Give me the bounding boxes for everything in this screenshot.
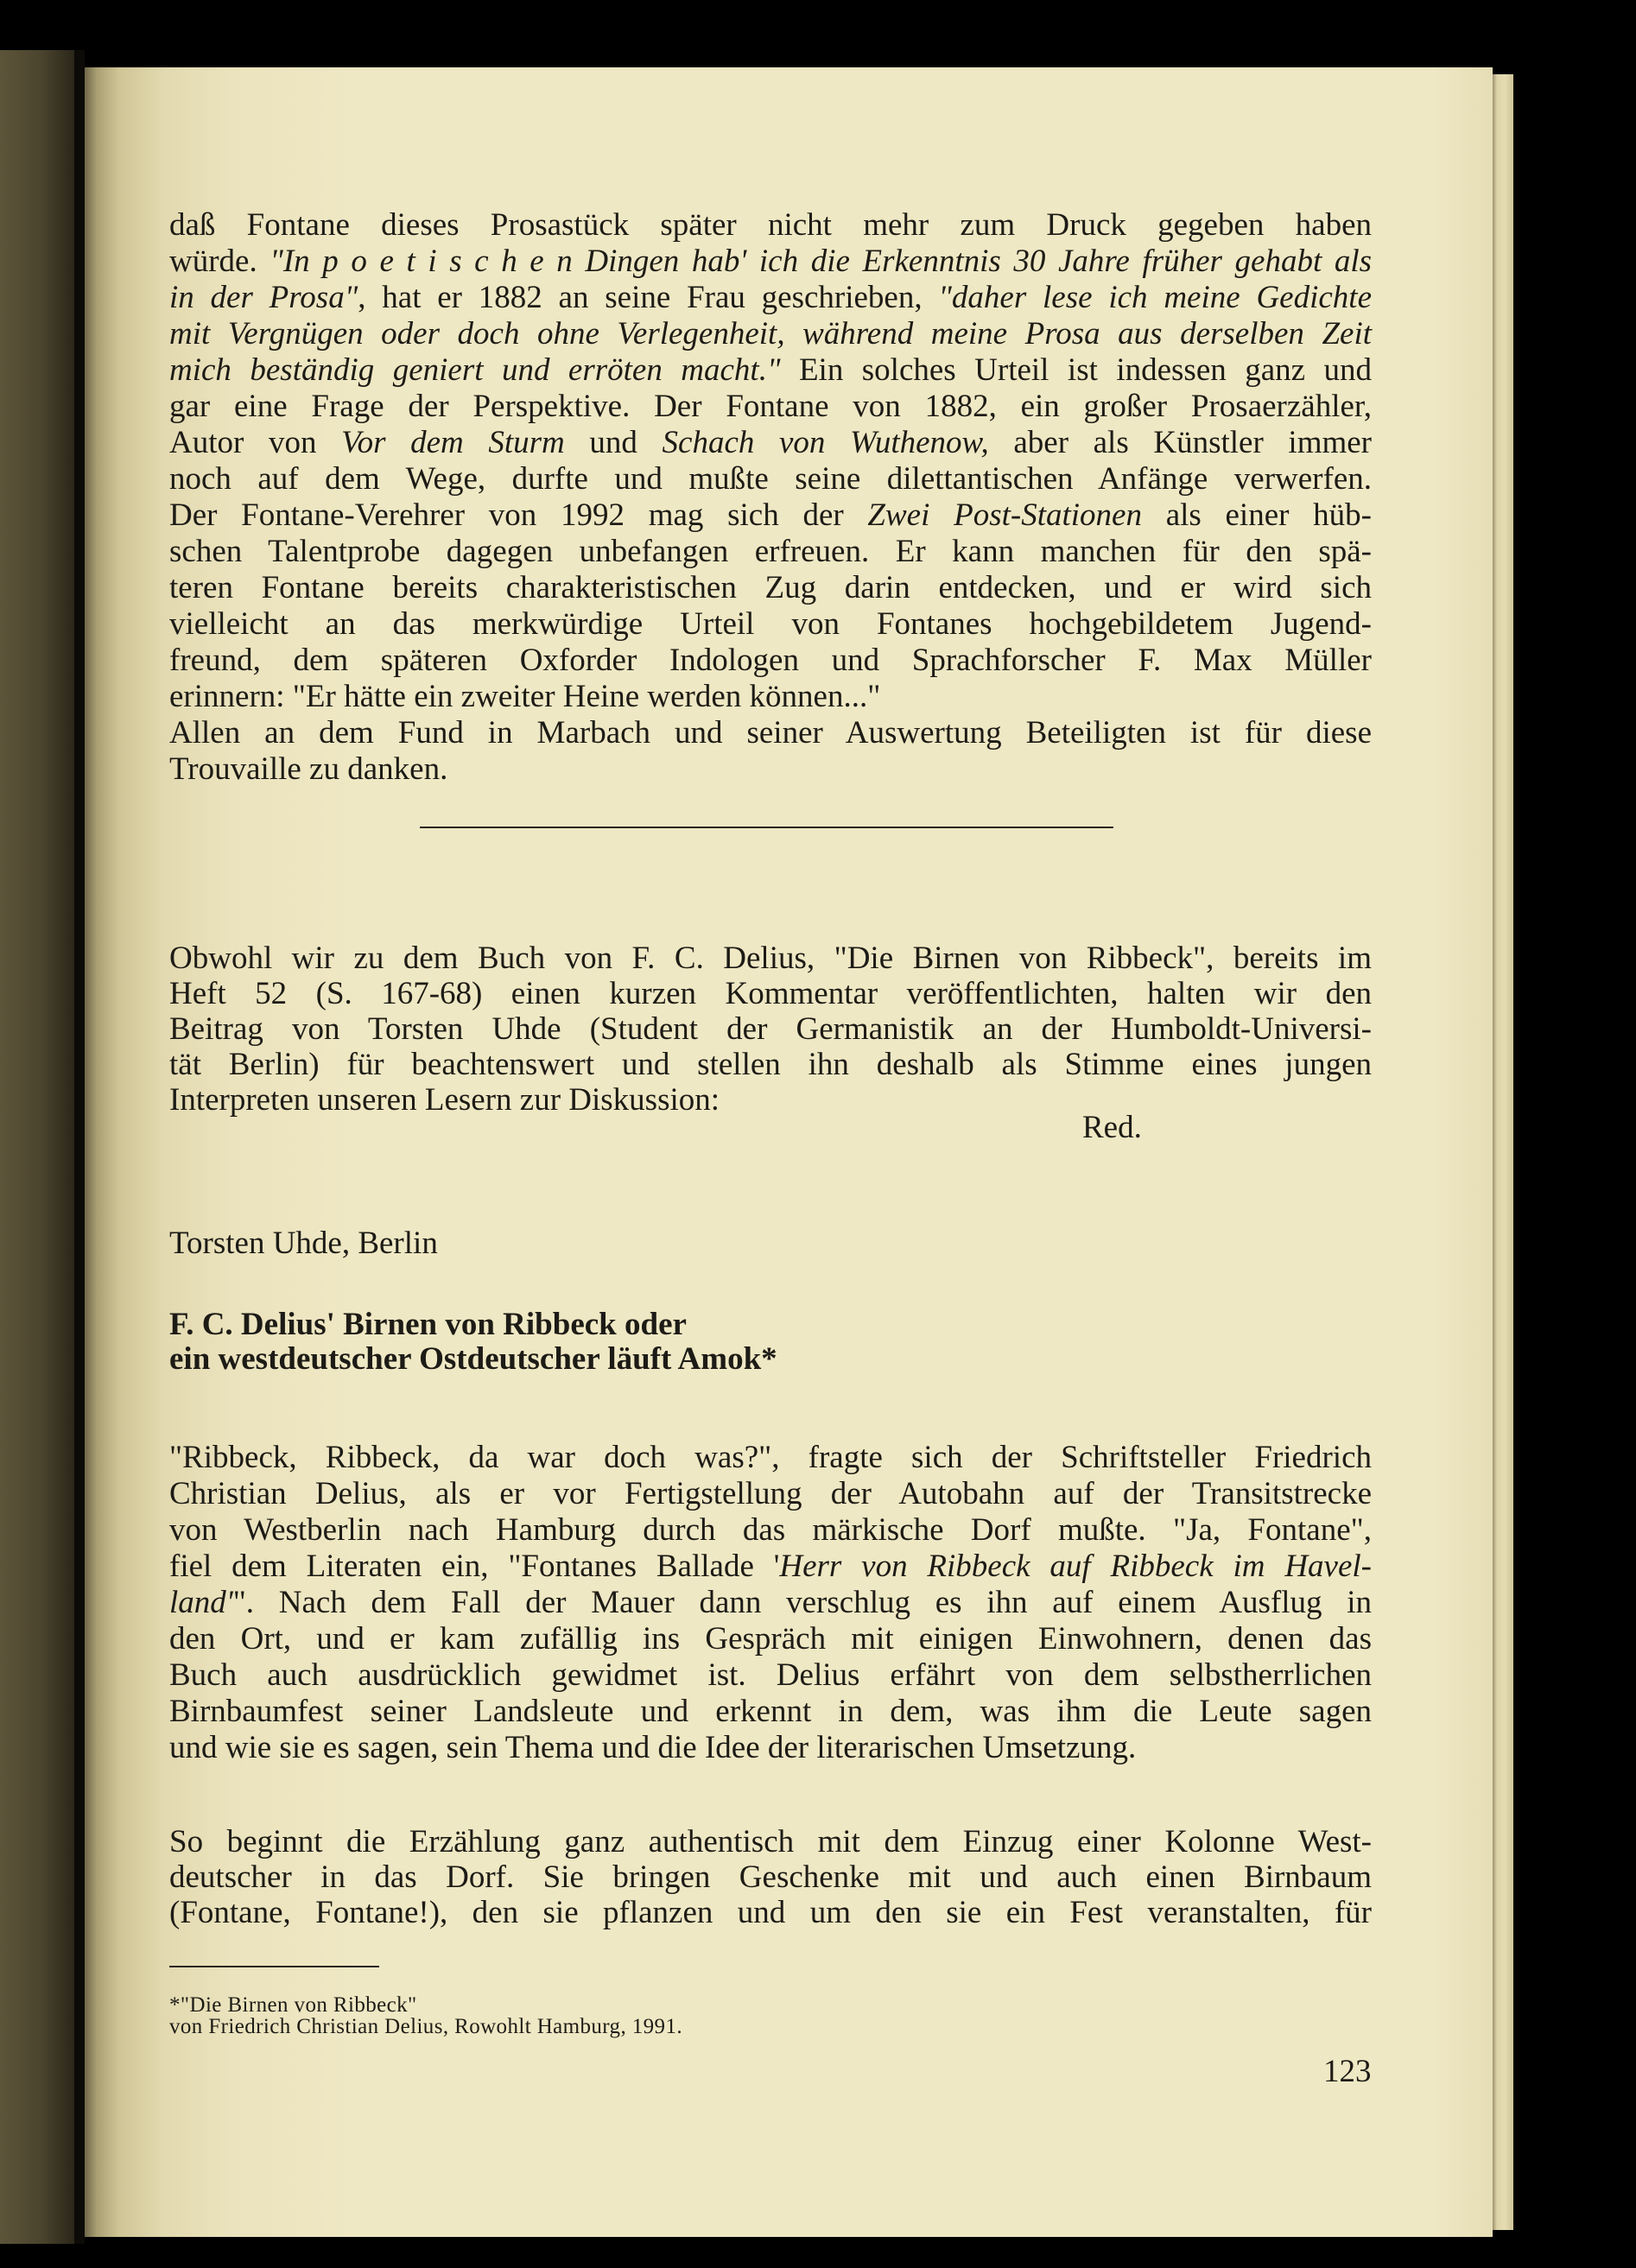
text-line — [169, 570, 1372, 606]
article-title-line: F. C. Delius' Birnen von Ribbeck oder — [169, 1307, 687, 1342]
text-segment: schen Talentprobe dagegen unbefangen erfreuen. Er kann manchen für den spä- — [169, 534, 1372, 569]
article-paragraph — [169, 715, 1372, 788]
footnote-line: *"Die Birnen von Ribbeck" — [169, 1993, 417, 2017]
text-segment: und — [564, 425, 663, 460]
text-segment: Der Fontane-Verehrer von 1992 mag sich der — [169, 497, 868, 533]
text-segment: aber als Künstler immer — [988, 425, 1372, 460]
text-line — [169, 1047, 1372, 1082]
text-line — [169, 606, 1372, 643]
text-segment: (Fontane, Fontane!), den sie pflanzen und um den sie ein Fest veranstalten, für — [169, 1895, 1372, 1930]
text-segment: von Westberlin nach Hamburg durch das märkische Dorf mußte. "Ja, Fontane", — [169, 1512, 1372, 1548]
footnote — [169, 1994, 682, 2037]
text-segment: , hat er 1882 an seine Frau geschrieben, — [358, 280, 939, 315]
text-segment: gar eine Frage der Perspektive. Der Fontane von 1882, ein großer Prosaerzähler, — [169, 389, 1372, 424]
book-gutter — [74, 50, 85, 2244]
footnote-line: von Friedrich Christian Delius, Rowohlt Hamburg, 1991. — [169, 2015, 683, 2038]
text-line — [169, 280, 1372, 316]
text-segment: ". Nach dem Fall der Mauer dann verschlug es ihn auf einem Ausflug in — [232, 1585, 1372, 1620]
text-segment: deutscher in das Dorf. Sie bringen Geschenke mit und auch einen Birnbaum — [169, 1859, 1372, 1895]
author-byline: Torsten Uhde, Berlin — [169, 1226, 438, 1261]
italic-text: "In p o e t i s c h e n Dingen hab' ich die Erkenntnis 30 Jahre früher gehabt als — [269, 244, 1372, 279]
text-line — [169, 1824, 1372, 1859]
footnote-rule — [169, 1966, 379, 1967]
text-segment: Buch auch ausdrücklich gewidmet ist. Delius erfährt von dem selbstherrlichen — [169, 1657, 1372, 1693]
article-title — [169, 1308, 777, 1377]
text-line — [169, 1011, 1372, 1047]
text-line — [169, 425, 1372, 461]
text-segment: Interpreten unseren Lesern zur Diskussion: — [169, 1082, 720, 1118]
text-segment: noch auf dem Wege, durfte und mußte seine dilettantischen Anfänge verwerfen. — [169, 461, 1372, 497]
text-line — [169, 751, 1372, 788]
italic-text: land' — [169, 1585, 233, 1620]
text-segment: Christian Delius, als er vor Fertigstellung der Autobahn auf der Transitstrecke — [169, 1476, 1372, 1511]
previous-page-edge — [0, 50, 74, 2244]
text-line — [169, 316, 1372, 352]
editorial-note — [169, 941, 1372, 1118]
article-paragraph — [169, 1824, 1372, 1930]
text-line — [169, 1657, 1372, 1694]
text-segment: tät Berlin) für beachtenswert und stellen ihn deshalb als Stimme eines jungen — [169, 1047, 1372, 1082]
text-line — [169, 1859, 1372, 1895]
text-line — [169, 534, 1372, 570]
text-line — [169, 1694, 1372, 1730]
text-segment: Obwohl wir zu dem Buch von F. C. Delius, "Die Birnen von Ribbeck", bereits im — [169, 941, 1372, 976]
italic-text: "daher lese ich meine Gedichte — [938, 280, 1372, 315]
italic-text: mich beständig geniert und erröten macht." — [169, 352, 781, 388]
text-segment: würde. — [169, 244, 270, 279]
text-line — [169, 244, 1372, 280]
text-segment: Autor von — [169, 425, 342, 460]
text-line — [169, 1585, 1372, 1621]
text-segment: Birnbaumfest seiner Landsleute und erkennt in dem, was ihm die Leute sagen — [169, 1694, 1372, 1729]
article-paragraph — [169, 1440, 1372, 1766]
text-segment: Heft 52 (S. 167-68) einen kurzen Kommentar veröffentlichten, halten wir den — [169, 976, 1372, 1011]
text-segment: vielleicht an das merkwürdige Urteil von Fontanes hochgebildetem Jugend- — [169, 606, 1372, 642]
text-segment: und wie sie es sagen, sein Thema und die Idee der literarischen Umsetzung. — [169, 1730, 1137, 1765]
page-number: 123 — [1323, 2054, 1372, 2089]
text-line — [169, 1895, 1372, 1930]
text-segment: den Ort, und er kam zufällig ins Gespräch mit einigen Einwohnern, denen das — [169, 1621, 1372, 1657]
text-line — [169, 389, 1372, 425]
text-segment: Trouvaille zu danken. — [169, 751, 448, 787]
italic-text: Zwei Post-Stationen — [867, 497, 1142, 533]
italic-text: in der Prosa" — [169, 280, 358, 315]
text-line — [169, 497, 1372, 534]
article-paragraph — [169, 207, 1372, 715]
italic-text: Vor dem Sturm — [341, 425, 565, 460]
text-segment: "Ribbeck, Ribbeck, da war doch was?", fragte sich der Schriftsteller Friedrich — [169, 1440, 1372, 1475]
text-line — [169, 352, 1372, 389]
italic-text: mit Vergnügen oder doch ohne Verlegenheit, während meine Prosa aus derselben Zeit — [169, 316, 1372, 352]
text-segment: freund, dem späteren Oxforder Indologen und Sprachforscher F. Max Müller — [169, 643, 1372, 678]
editorial-signature: Red. — [1082, 1110, 1142, 1145]
text-line — [169, 1549, 1372, 1585]
text-segment: So beginnt die Erzählung ganz authentisch mit dem Einzug einer Kolonne West- — [169, 1824, 1372, 1859]
section-divider — [420, 827, 1113, 828]
page-stack-edge — [1493, 74, 1513, 2230]
article-title-line: ein westdeutscher Ostdeutscher läuft Amok* — [169, 1341, 777, 1377]
italic-text: Herr von Ribbeck auf Ribbeck im Havel- — [779, 1549, 1372, 1584]
italic-text: Schach von Wuthenow, — [662, 425, 989, 460]
text-segment: erinnern: "Er hätte ein zweiter Heine werden können..." — [169, 679, 881, 714]
text-line — [169, 461, 1372, 497]
text-segment: Ein solches Urteil ist indessen ganz und — [780, 352, 1372, 388]
text-segment: Beitrag von Torsten Uhde (Student der Germanistik an der Humboldt-Universi- — [169, 1011, 1372, 1047]
text-line — [169, 207, 1372, 244]
text-segment: teren Fontane bereits charakteristischen Zug darin entdecken, und er wird sich — [169, 570, 1372, 605]
text-line — [169, 1082, 1372, 1118]
text-line — [169, 976, 1372, 1011]
text-segment: daß Fontane dieses Prosastück später nicht mehr zum Druck gegeben haben — [169, 207, 1372, 243]
text-segment: fiel dem Literaten ein, "Fontanes Ballade ' — [169, 1549, 780, 1584]
text-segment: als einer hüb- — [1141, 497, 1372, 533]
text-line — [169, 1512, 1372, 1549]
text-line — [169, 1730, 1372, 1766]
text-segment: Allen an dem Fund in Marbach und seiner Auswertung Beteiligten ist für diese — [169, 715, 1372, 751]
text-line — [169, 1476, 1372, 1512]
text-line — [169, 715, 1372, 751]
text-line — [169, 1440, 1372, 1476]
text-line — [169, 941, 1372, 976]
text-line — [169, 1621, 1372, 1657]
text-line — [169, 679, 1372, 715]
text-line — [169, 643, 1372, 679]
